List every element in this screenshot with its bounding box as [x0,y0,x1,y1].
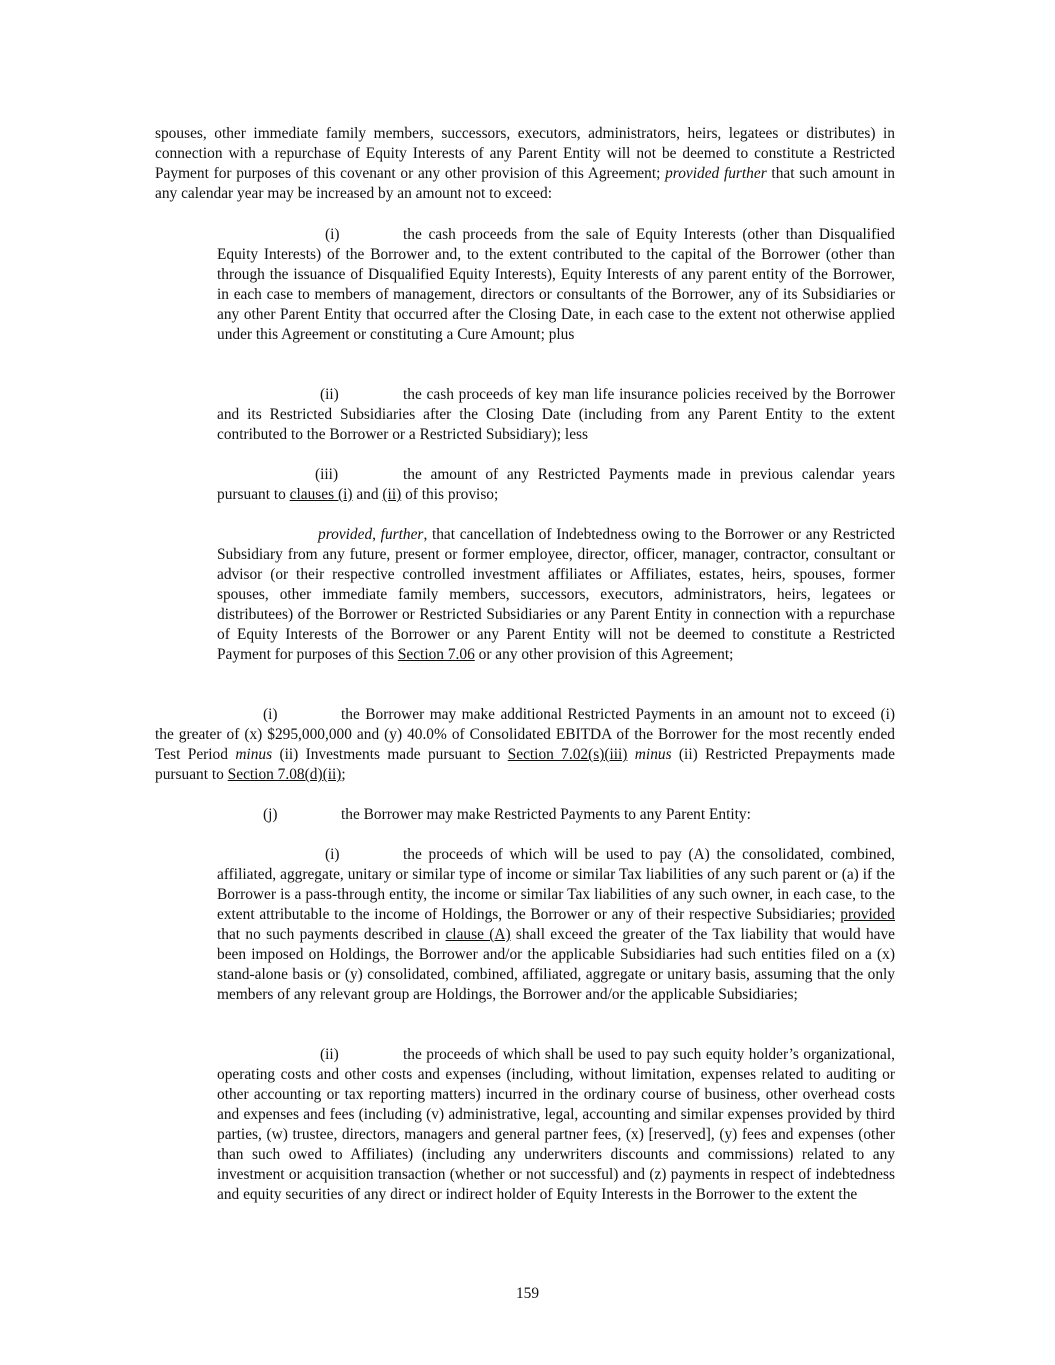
clause-text: and [352,486,383,503]
paragraph-text: that such amount in any calendar year may be increased by an amount not to exceed: [155,165,895,202]
section-reference-link[interactable]: Section 7.08(d)(ii) [227,766,342,783]
section-reference-link[interactable]: Section 7.06 [397,646,475,663]
clause-text: that no such payments described in [217,926,446,943]
clause-text: the Borrower may make additional Restricted Payments in an amount not to exceed (i) the greater of (x) $295,000,000 and (y) 40.0% of Consolidated EBITDA of the Borrower for the most recently ended Test Period [155,706,895,763]
paragraph-continuation [155,124,895,204]
italic-term: provided further [665,165,767,182]
clause-text: the amount of any Restricted Payments made in previous calendar years pursuant to [217,466,895,503]
clause-reference-link[interactable]: clause (A) [445,926,511,943]
clause-reference-link[interactable]: clauses (i) [289,486,353,503]
clause-text: (ii) Restricted Prepayments made pursuant to [155,746,895,783]
paragraph-text: spouses, other immediate family members, successors, executors, administrators, heirs, legatees or distributes) in connection with a repurchase of Equity Interests of any Parent Entity will not be deemed to constitute a Restricted Payment for purposes of this covenant or any other provision of this Agreement; [155,125,895,182]
paragraph-text: , that cancellation of Indebtedness owing to the Borrower or any Restricted Subsidiary from any future, present or former employee, director, officer, manager, contractor, consultant or advisor (or their respective controlled investment affiliates or Affiliates, estates, heirs, spouses, former spouses, other immediate family members, successors, executors, administrators, heirs, legatees or distributees) of the Borrower or Restricted Subsidiaries or any Parent Entity in connection with a repurchase of Equity Interests of the Borrower or any Parent Entity will not be deemed to constitute a Restricted Payment for purposes of this [217,526,895,663]
italic-term: minus [634,746,672,763]
clause-j-i-tax-liabilities [217,845,895,1005]
italic-term: further [380,526,424,543]
clause-j-ii-operating-costs [217,1045,895,1205]
defined-term-link[interactable]: provided [840,906,895,923]
page-number: 159 [515,1285,540,1302]
italic-term: minus [235,746,273,763]
clause-text: the Borrower may make Restricted Payments to any Parent Entity: [341,806,751,823]
clause-text: the proceeds of which shall be used to pay such equity holder’s organizational, operating costs and other costs and expenses (including, without limitation, expenses related to auditing or other accounting or tax reporting matters) incurred in the ordinary course of business, other overhead costs and expenses and fees (including (v) administrative, legal, accounting and similar expenses provided by third parties, (w) trustee, directors, managers and general partner fees, (x) [reserved], (y) fees and expenses (other than such owed to Affiliates) (including any underwriters discounts and commissions) related to any investment or acquisition transaction (whether or not successful) and (z) payments in respect of indebtedness and equity securities of any direct or indirect holder of Equity Interests in the Borrower to the extent the [217,1046,895,1203]
clause-text: shall exceed the greater of the Tax liability that would have been imposed on Holdings, the Borrower and/or the applicable Subsidiaries had such entities filed on a (x) stand-alone basis or (y) consolidated, combined, affiliated, aggregate or unitary basis, assuming that the only members of any relevant group are Holdings, the Borrower and/or the applicable Subsidiaries; [217,926,895,1003]
clause-number: (iii) [315,466,339,483]
italic-term: provided [318,526,373,543]
paragraph-text: , [372,526,381,543]
clause-reference-link[interactable]: (ii) [382,486,402,503]
proviso-cancellation-of-indebtedness [217,525,895,665]
clause-number: (j) [263,806,278,823]
clause-number: (ii) [320,1046,339,1063]
clause-text: the proceeds of which will be used to pay (A) the consolidated, combined, affiliated, aggregate, unitary or similar type of income or similar Tax liabilities of any such parent or (a) if the Borrower is a pass-through entity, the income or similar Tax liabilities of any such owner, in each case, to the extent attributable to the income of Holdings, the Borrower or any of their respective Subsidiaries; [217,846,895,923]
clause-iii-prior-payments [217,465,895,505]
clause-text: of this proviso; [401,486,499,503]
clause-j-parent-entity [155,805,895,825]
section-reference-link[interactable]: Section 7.02(s)(iii) [507,746,628,763]
clause-number: (i) [325,226,340,243]
clause-text: the cash proceeds from the sale of Equity Interests (other than Disqualified Equity Interests) of the Borrower and, to the extent contributed to the capital of the Borrower (other than through the issuance of Disqualified Equity Interests), Equity Interests of any parent entity of the Borrower, in each case to members of management, directors or consultants of the Borrower, any of its Subsidiaries or any other Parent Entity that occurred after the Closing Date, in each case to the extent not otherwise applied under this Agreement or constituting a Cure Amount; plus [217,226,895,343]
clause-text: (ii) Investments made pursuant to [272,746,508,763]
clause-text [627,746,634,763]
clause-i-cash-proceeds [217,225,895,345]
clause-text: the cash proceeds of key man life insurance policies received by the Borrower and its Restricted Subsidiaries after the Closing Date (including from any Parent Entity to the extent contributed to the Borrower or a Restricted Subsidiary); less [217,386,895,443]
clause-number: (ii) [320,386,339,403]
clause-ii-key-man-insurance [217,385,895,445]
clause-additional-restricted-payments [155,705,895,785]
clause-number: (i) [263,706,278,723]
paragraph-text: or any other provision of this Agreement; [474,646,734,663]
clause-number: (i) [325,846,340,863]
clause-text: ; [341,766,346,783]
